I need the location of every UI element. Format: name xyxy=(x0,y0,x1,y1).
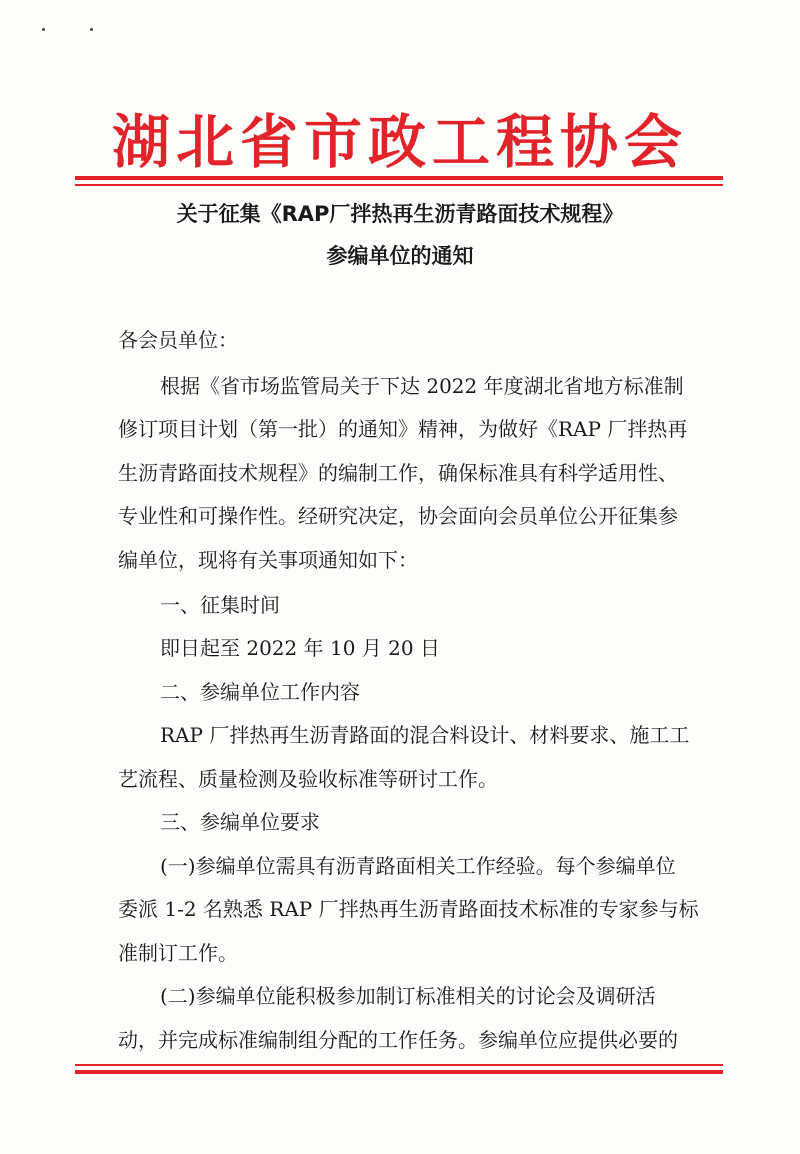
scan-mark-dot xyxy=(90,28,93,31)
notice-title-line2: 参编单位的通知 xyxy=(326,244,474,268)
section2-text-line: 艺流程、质量检测及验收标准等研讨工作。 xyxy=(118,767,498,791)
requirement-1-line: (一)参编单位需具有沥青路面相关工作经验。每个参编单位 xyxy=(160,854,676,878)
header-rule-thick xyxy=(75,176,723,180)
section2-text-line: RAP 厂拌热再生沥青路面的混合料设计、材料要求、施工工 xyxy=(160,723,690,747)
intro-line: 根据《省市场监管局关于下达 2022 年度湖北省地方标准制 xyxy=(160,374,684,398)
section1-text: 即日起至 2022 年 10 月 20 日 xyxy=(160,636,440,660)
requirement-1-line: 准制订工作。 xyxy=(118,941,238,965)
header-rule-thin xyxy=(75,184,723,186)
intro-line: 生沥青路面技术规程》的编制工作，确保标准具有科学适用性、 xyxy=(118,461,678,485)
notice-title-line1: 关于征集《RAP厂拌热再生沥青路面技术规程》 xyxy=(176,202,624,226)
requirement-2-line: (二)参编单位能积极参加制订标准相关的讨论会及调研活 xyxy=(160,984,656,1008)
section3-heading: 三、参编单位要求 xyxy=(160,810,320,834)
scan-mark-dot xyxy=(42,28,45,31)
footer-rule-thick xyxy=(75,1070,723,1074)
section1-heading: 一、征集时间 xyxy=(160,593,280,617)
section2-heading: 二、参编单位工作内容 xyxy=(160,680,360,704)
intro-line: 修订项目计划（第一批）的通知》精神，为做好《RAP 厂拌热再 xyxy=(118,417,688,441)
salutation: 各会员单位： xyxy=(118,328,238,352)
intro-line: 专业性和可操作性。经研究决定，协会面向会员单位公开征集参 xyxy=(118,504,678,528)
footer-rule-thin xyxy=(75,1064,723,1066)
organization-header: 湖北省市政工程协会 xyxy=(111,108,688,176)
requirement-2-line: 动，并完成标准编制组分配的工作任务。参编单位应提供必要的 xyxy=(118,1028,678,1052)
requirement-1-line: 委派 1-2 名熟悉 RAP 厂拌热再生沥青路面技术标准的专家参与标 xyxy=(118,897,699,921)
intro-line: 编单位，现将有关事项通知如下： xyxy=(118,548,418,572)
